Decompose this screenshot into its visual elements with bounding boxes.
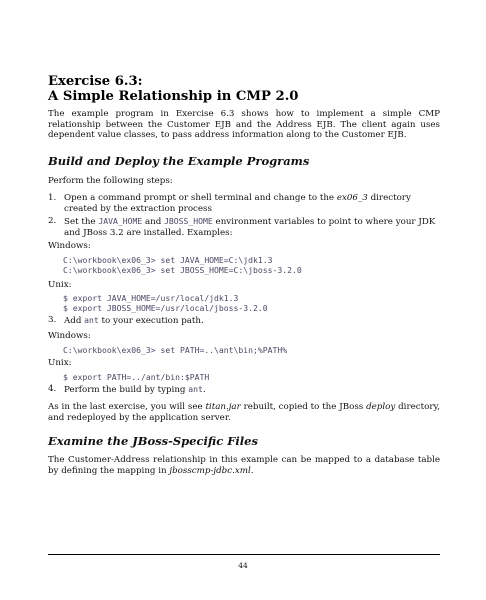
section-heading-build: Build and Deploy the Example Programs [48,154,310,168]
step-1-text-b: directory created by the extraction process [64,193,411,214]
intro-paragraph: The example program in Exercise 6.3 shows how to implement a simple CMP relationship between the Customer EJB and the Address EJB. The client again uses dependent value classes, to pass address information along to the Customer EJB. [48,109,440,141]
step-3-number: 3. [48,315,57,325]
page-number: 44 [238,561,248,570]
ant-code: ant [188,384,203,394]
step-1-text [64,193,438,214]
xml-file-name: jbosscmp-jdbc.xml [169,465,251,476]
ant-code: ant [84,315,99,325]
code-line: C:\workbook\ex06_3> set JBOSS_HOME=C:\jboss-3.2.0 [63,265,302,275]
step-2-text-c: environment variables to point to where your JDK and JBoss 3.2 are installed. Examples: [64,217,436,238]
code-line: $ export JAVA_HOME=/usr/local/jdk1.3 [63,293,239,303]
page-title [48,74,448,104]
step-3-text-a: Add [64,316,85,326]
step-2-text-b: and [142,217,165,227]
step-2-text-a: Set the [64,217,99,227]
unix-path-code: $ export PATH=../ant/bin:$PATH [63,372,210,382]
windows-label-2: Windows: [48,331,91,341]
closing-text-a: As in the last exercise, you will see [48,402,206,412]
code-line: C:\workbook\ex06_3> set JAVA_HOME=C:\jdk1.3 [63,255,273,265]
step-1-text-a: Open a command prompt or shell terminal and change to the [64,193,337,203]
step-2-number: 2. [48,216,57,226]
closing-text-c: directory, and redeployed by the application server. [48,402,440,423]
step-4-text-a: Perform the build by typing [64,385,189,395]
java-home-var: JAVA_HOME [98,216,143,226]
windows-label: Windows: [48,241,91,251]
closing-text-b: rebuilt, copied to the JBoss [240,402,367,412]
windows-code [63,255,302,275]
jboss-home-var: JBOSS_HOME [164,216,213,226]
deploy-dir: deploy [366,402,396,412]
dir-name: ex06_3 [336,193,368,203]
jar-name: titan.jar [205,402,241,412]
step-4-text-b: . [202,385,206,395]
windows-path-code: C:\workbook\ex06_3> set PATH=..\ant\bin;%PATH% [63,345,288,355]
unix-label: Unix: [48,280,72,290]
step-1-number: 1. [48,193,57,203]
examine-paragraph [48,455,440,476]
examine-text-a: The Customer-Address relationship in this example can be mapped to a database table by defining the mapping in [48,455,440,476]
step-3-text [64,315,438,327]
title-line-1: Exercise 6.3: [48,74,143,89]
examine-text-b: . [250,465,254,476]
step-3-text-b: to your execution path. [98,316,204,326]
steps-lead: Perform the following steps: [48,176,173,186]
step-2-text [64,216,438,238]
unix-label-2: Unix: [48,358,72,368]
step-4-text [64,384,438,396]
code-line: $ export JBOSS_HOME=/usr/local/jboss-3.2.0 [63,303,268,313]
section-heading-examine: Examine the JBoss-Specific Files [48,434,258,448]
unix-code [63,293,268,313]
step-4-number: 4. [48,384,57,394]
closing-paragraph [48,402,440,423]
footer-rule [48,554,440,555]
title-line-2: A Simple Relationship in CMP 2.0 [48,89,299,104]
